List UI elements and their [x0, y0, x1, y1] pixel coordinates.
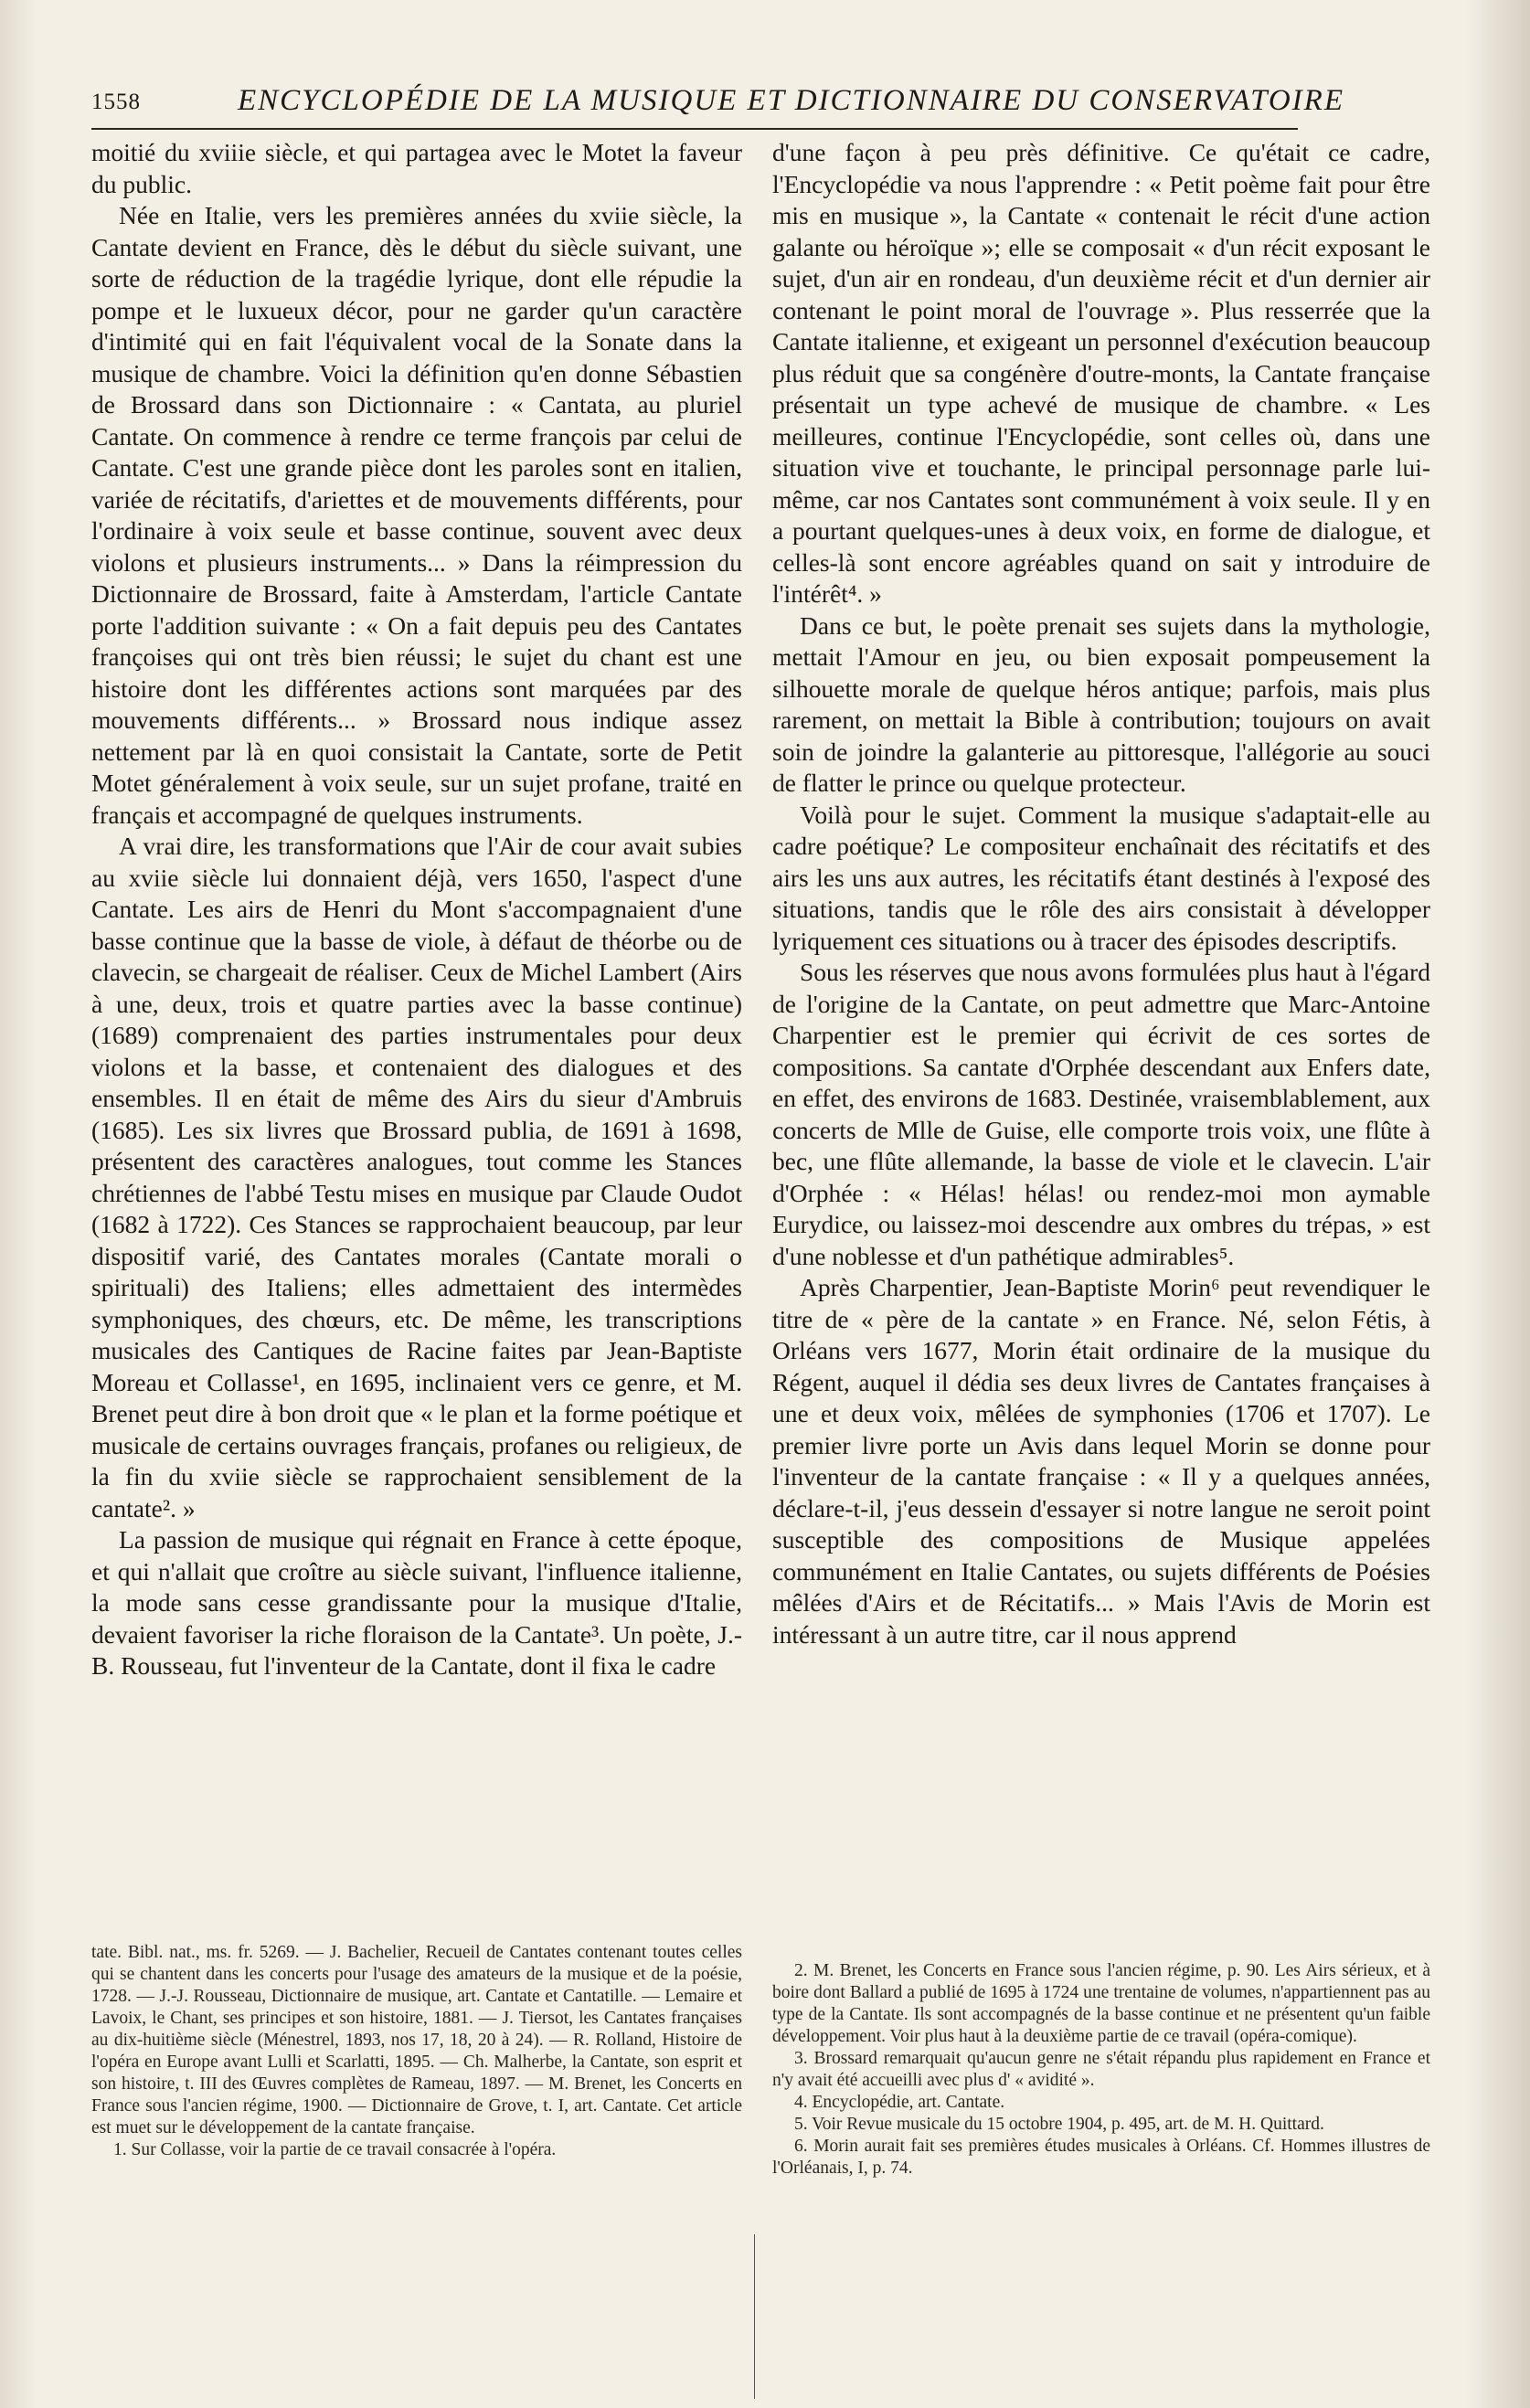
paragraph: Née en Italie, vers les premières années du xviie siècle, la Cantate devient en France, dès le début du siècle suivant, une sorte de réduction de la tragédie lyrique, dont elle répudie la pompe et le luxueux décor, pour ne garder qu'un caractère d'intimité qui en fait l'équivalent vocal de la Sonate dans la musique de chambre. Voici la définition qu'en donne Sébastien de Brossard dans son Dictionnaire : « Cantata, au pluriel Cantate. On commence à rendre ce terme françois par celui de Cantate. C'est une grande pièce dont les paroles sont en italien, variée de récitatifs, d'ariettes et de mouvements différents, pour l'ordinaire à voix seule et basse continue, souvent avec deux violons et plusieurs instruments... » Dans la réimpression du Dictionnaire de Brossard, faite à Amsterdam, l'article Cantate porte l'addition suivante : « On a fait depuis peu des Cantates françoises qui ont très bien réussi; le sujet du chant est une histoire dont les différentes actions sont marquées par des mouvements différents... » Brossard nous indique assez nettement par là en quoi consistait la Cantate, sorte de Petit Motet généralement à voix seule, sur un sujet profane, traité en français et accompagné de quelques instruments. [91, 201, 742, 829]
footnote: 5. Voir Revue musicale du 15 octobre 1904, p. 495, art. de M. H. Quittard. [794, 2115, 1324, 2134]
paragraph: moitié du xviiie siècle, et qui partagea avec le Motet la faveur du public. [91, 138, 742, 198]
paragraph: Dans ce but, le poète prenait ses sujets dans la mythologie, mettait l'Amour en jeu, ou bien exposait pompeusement la silhouette morale de quelque héros antique; parfois, mais plus rarement, on mettait la Bible à contribution; toujours on avait soin de joindre la galanterie au pittoresque, l'allégorie au souci de flatter le prince ou quelque protecteur. [772, 610, 1430, 797]
footnote: 2. M. Brenet, les Concerts en France sous l'ancien régime, p. 90. Les Airs sérieux, et à boire dont Ballard a publié de 1695 à 1724 une trentaine de volumes, n'appartiennent pas au type de la Cantate. Ils sont accompagnés de la basse continue et ne présentent qu'un faible développement. Voir plus haut à la deuxième partie de ce travail (opéra-comique). [772, 1961, 1430, 2046]
left-column [91, 137, 742, 1682]
page-edge-shadow-left [0, 0, 37, 2408]
page-header [91, 84, 1344, 124]
page-edge-shadow-right [1466, 0, 1530, 2408]
footnotes-right [772, 1960, 1430, 2180]
footnote-column-rule [754, 2234, 755, 2399]
right-column [772, 137, 1430, 1650]
paragraph: Après Charpentier, Jean-Baptiste Morin⁶ peut revendiquer le titre de « père de la cantate » en France. Né, selon Fétis, à Orléans vers 1677, Morin était ordinaire de la musique du Régent, auquel il dédia ses deux livres de Cantates françaises à une et deux voix, mêlées de symphonies (1706 et 1707). Le premier livre porte un Avis dans lequel Morin se donne pour l'inventeur de la cantate française : « Il y a quelques années, déclare-t-il, j'eus dessein d'essayer si notre langue ne seroit point susceptible des compositions de Musique appelées communément en Italie Cantates, ou sujets différents de Poésies mêlées d'Airs et de Récitatifs... » Mais l'Avis de Morin est intéressant à un autre titre, car il nous apprend [772, 1273, 1430, 1649]
header-rule [91, 128, 1298, 130]
footnote: 1. Sur Collasse, voir la partie de ce travail consacrée à l'opéra. [113, 2140, 557, 2159]
page-number: 1558 [91, 90, 141, 114]
footnote: 4. Encyclopédie, art. Cantate. [794, 2093, 1005, 2112]
paragraph: A vrai dire, les transformations que l'Air de cour avait subies au xviie siècle lui donnaient déjà, vers 1650, l'aspect d'une Cantate. Les airs de Henri du Mont s'accompagnaient d'une basse continue que la basse de viole, à défaut de théorbe ou de clavecin, se chargeait de réaliser. Ceux de Michel Lambert (Airs à une, deux, trois et quatre parties avec la basse continue) (1689) comprenaient des parties instrumentales pour deux violons et la basse, et contenaient des dialogues et des ensembles. Il en était de même des Airs du sieur d'Ambruis (1685). Les six livres que Brossard publia, de 1691 à 1698, présentent des caractères analogues, tout comme les Stances chrétiennes de l'abbé Testu mises en musique par Claude Oudot (1682 à 1722). Ces Stances se rapprochaient beaucoup, par leur dispositif varié, des Cantates morales (Cantate morali o spirituali) des Italiens; elles admettaient des intermèdes symphoniques, des chœurs, etc. De même, les transcriptions musicales des Cantiques de Racine faites par Jean-Baptiste Moreau et Collasse¹, en 1695, inclinaient vers ce genre, et M. Brenet peut dire à bon droit que « le plan et la forme poétique et musicale de certains ouvrages français, profanes ou religieux, de la fin du xviie siècle se rapprochaient sensiblement de la cantate². » [91, 832, 742, 1522]
paragraph: Voilà pour le sujet. Comment la musique s'adaptait-elle au cadre poétique? Le compositeur enchaînait des récitatifs et des airs les uns aux autres, les récitatifs étant destinés à l'exposé des situations, tandis que le rôle des airs consistait à développer lyriquement ces situations ou à tracer des épisodes descriptifs. [772, 800, 1430, 955]
footnote: tate. Bibl. nat., ms. fr. 5269. — J. Bachelier, Recueil de Cantates contenant toutes celles qui se chantent dans les concerts pour l'usage des amateurs de la musique et de la poésie, 1728. — J.-J. Rousseau, Dictionnaire de musique, art. Cantate et Cantatille. — Lemaire et Lavoix, le Chant, ses principes et son histoire, 1881. — J. Tiersot, les Cantates françaises au dix-huitième siècle (Ménestrel, 1893, nos 17, 18, 20 à 24). — R. Rolland, Histoire de l'opéra en Europe avant Lulli et Scarlatti, 1895. — Ch. Malherbe, la Cantate, son esprit et son histoire, t. III des Œuvres complètes de Rameau, 1897. — M. Brenet, les Concerts en France sous l'ancien régime, 1900. — Dictionnaire de Grove, t. I, art. Cantate. Cet article est muet sur le développement de la cantate française. [91, 1943, 742, 2137]
footnotes-left [91, 1942, 742, 2161]
paragraph: d'une façon à peu près définitive. Ce qu'était ce cadre, l'Encyclopédie va nous l'apprendre : « Petit poème fait pour être mis en musique », la Cantate « contenait le récit d'une action galante ou héroïque »; elle se composait « d'un récit exposant le sujet, d'un air en rondeau, d'un deuxième récit et d'un dernier air contenant le point moral de l'ouvrage ». Plus resserrée que la Cantate italienne, et exigeant un personnel d'exécution beaucoup plus réduit que sa congénère d'outre-monts, la Cantate française présentait un type achevé de musique de chambre. « Les meilleures, continue l'Encyclopédie, sont celles où, dans une situation vive et touchante, le principal personnage parle lui-même, car nos Cantates sont communément à voix seule. Il y en a pourtant quelques-unes à deux voix, en forme de dialogue, et celles-là sont encore agréables quand on sait y introduire de l'intérêt⁴. » [772, 138, 1430, 608]
paragraph: Sous les réserves que nous avons formulées plus haut à l'égard de l'origine de la Cantate, on peut admettre que Marc-Antoine Charpentier est le premier qui écrivit de ces sortes de compositions. Sa cantate d'Orphée descendant aux Enfers date, en effet, des environs de 1683. Destinée, vraisemblablement, aux concerts de Mlle de Guise, elle comporte trois voix, une flûte à bec, une flûte allemande, la basse de viole et le clavecin. L'air d'Orphée : « Hélas! hélas! ou rendez-moi mon aymable Eurydice, ou laissez-moi descendre aux ombres du trépas, » est d'une noblesse et d'un pathétique admirables⁵. [772, 958, 1430, 1270]
footnote: 6. Morin aurait fait ses premières études musicales à Orléans. Cf. Hommes illustres de l'Orléanais, I, p. 74. [772, 2137, 1430, 2178]
footnote: 3. Brossard remarquait qu'aucun genre ne s'était répandu plus rapidement en France et n'y avait été accueilli avec plus d' « avidité ». [772, 2049, 1430, 2090]
paragraph: La passion de musique qui régnait en France à cette époque, et qui n'allait que croître au siècle suivant, l'influence italienne, la mode sans cesse grandissante pour la musique d'Italie, devaient favoriser la riche floraison de la Cantate³. Un poète, J.-B. Rousseau, fut l'inventeur de la Cantate, dont il fixa le cadre [91, 1525, 742, 1680]
running-title: ENCYCLOPÉDIE DE LA MUSIQUE ET DICTIONNAIRE DU CONSERVATOIRE [238, 84, 1344, 117]
